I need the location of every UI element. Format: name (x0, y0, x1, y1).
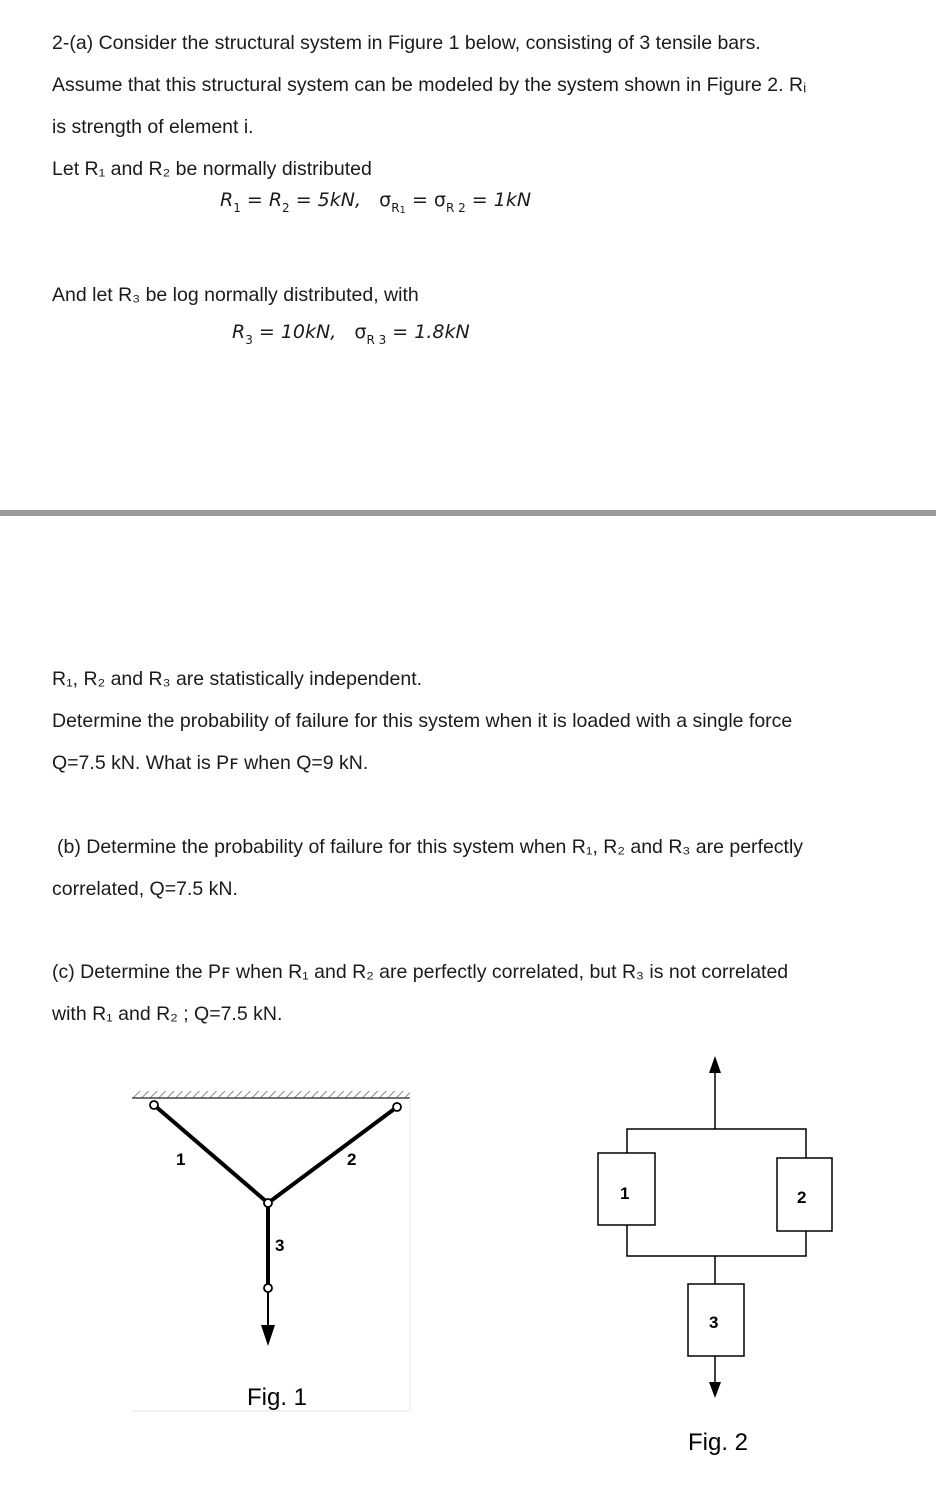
fig-1-caption: Fig. 1 (247, 1384, 308, 1411)
part-b-line-1: (b) Determine the probability of failure for this system when R₁, R₂ and R₃ are perfectly (57, 836, 804, 858)
formula-r3: $R_3 = 10kN$, $\sigma_{R 3} = 1.8kN$ (232, 321, 470, 347)
part-a-line-4: Let R₁ and R₂ be normally distributed (52, 158, 372, 180)
part-c-line-2: with R₁ and R₂ ; Q=7.5 kN. (52, 1003, 283, 1025)
element-3-label: 3 (709, 1313, 719, 1332)
bar-2-label: 2 (347, 1150, 357, 1169)
figure-2 (598, 1056, 832, 1456)
load-line: Q=7.5 kN. What is Pꜰ when Q=9 kN. (52, 752, 369, 774)
part-b-line-2: correlated, Q=7.5 kN. (52, 878, 238, 900)
pin-bottom (264, 1284, 272, 1292)
independence-line: R₁, R₂ and R₃ are statistically independent. (52, 668, 423, 690)
bar-2 (268, 1107, 397, 1203)
figure-1 (132, 1091, 410, 1411)
pin-center (264, 1199, 272, 1207)
determine-line: Determine the probability of failure for this system when it is loaded with a single force (52, 710, 793, 732)
bottom-arrow-icon (709, 1382, 721, 1398)
top-arrow-icon (709, 1056, 721, 1073)
part-c-line-1: (c) Determine the Pꜰ when R₁ and R₂ are perfectly correlated, but R₃ is not correlated (52, 961, 789, 983)
fig-2-caption: Fig. 2 (688, 1429, 749, 1456)
part-a-line-1: 2-(a) Consider the structural system in Figure 1 below, consisting of 3 tensile bars. (52, 32, 761, 54)
bar-1 (154, 1105, 268, 1203)
element-2-label: 2 (797, 1188, 807, 1207)
element-1-label: 1 (620, 1184, 630, 1203)
ceiling-support (132, 1091, 410, 1098)
bar-3-label: 3 (275, 1236, 285, 1255)
part-a-line-3: is strength of element i. (52, 116, 254, 138)
pin-left (150, 1101, 158, 1109)
part-a-line-2: Assume that this structural system can be modeled by the system shown in Figure 2. Rᵢ (52, 74, 807, 96)
part-a-line-5: And let R₃ be log normally distributed, with (52, 284, 419, 306)
pin-right (393, 1103, 401, 1111)
bar-1-label: 1 (176, 1150, 186, 1169)
formula-r1-r2: $R_1 = R_2 = 5kN$, $\sigma_{R1} = \sigma_{R 2} = 1kN$ (220, 189, 532, 216)
load-arrow-icon (261, 1325, 275, 1346)
